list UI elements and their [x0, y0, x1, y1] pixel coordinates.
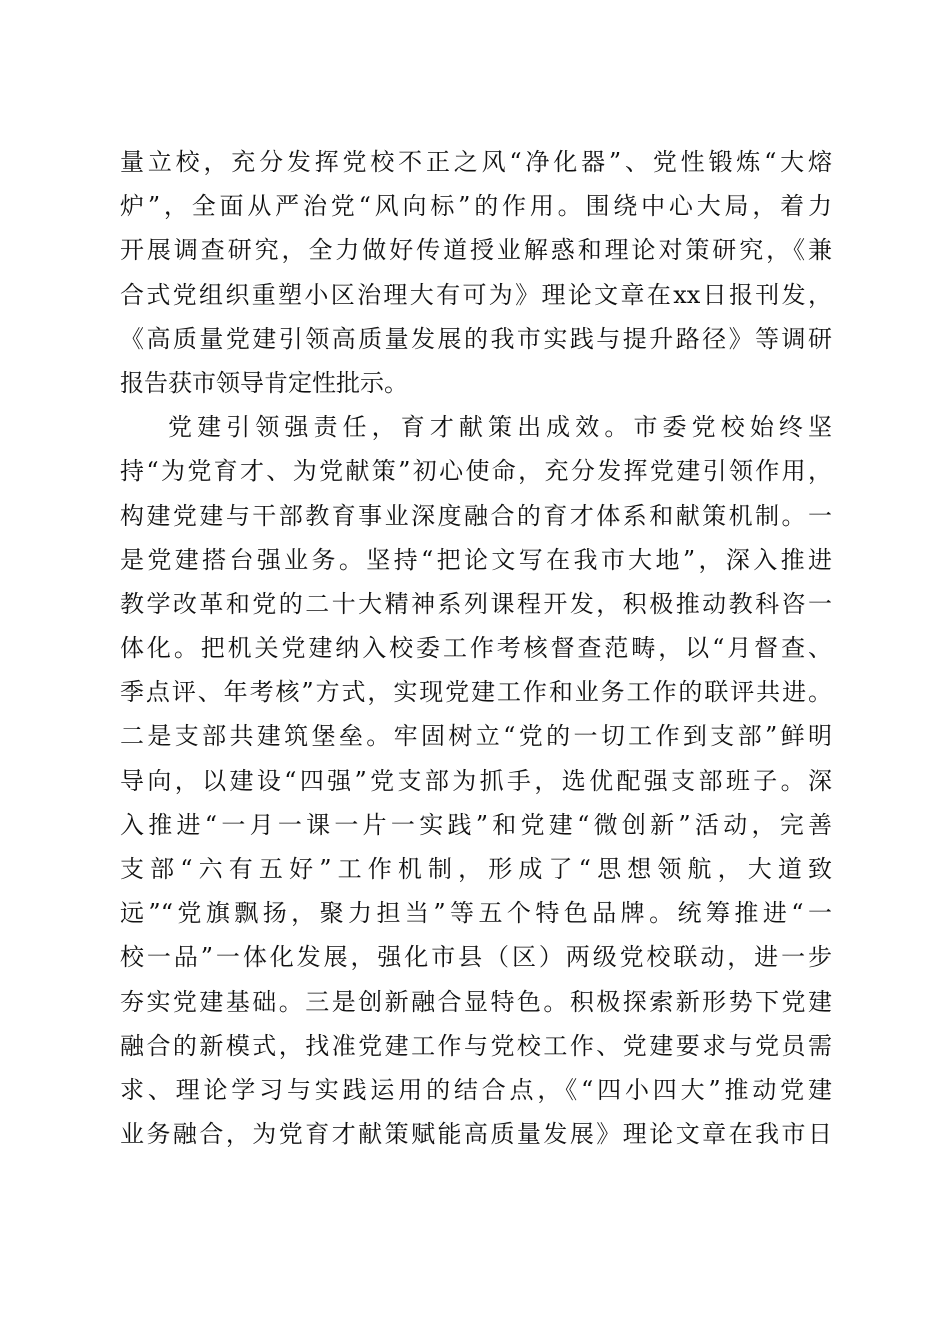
text-line: 体化。把机关党建纳入校委工作考核督查范畴，以“月督查、	[120, 634, 832, 663]
text-line: 报告获市领导肯定性批示。	[120, 368, 408, 397]
text-line: 入推进“一月一课一片一实践”和党建“微创新”活动，完善	[120, 810, 832, 839]
paragraph-2	[120, 405, 832, 1156]
text-line: 量立校，充分发挥党校不正之风“净化器”、党性锻炼“大熔	[120, 148, 832, 176]
document-body	[120, 140, 832, 1156]
text-line: 构建党建与干部教育事业深度融合的育才体系和献策机制。一	[120, 501, 832, 530]
text-line: 求、理论学习与实践运用的结合点，《“四小四大”推动党建	[120, 1075, 832, 1104]
text-line: 夯实党建基础。三是创新融合显特色。积极探索新形势下党建	[120, 987, 832, 1016]
text-line: 合式党组织重塑小区治理大有可为》理论文章在xx日报刊发，	[120, 280, 832, 309]
text-line: 业务融合，为党育才献策赋能高质量发展》理论文章在我市日	[120, 1120, 832, 1149]
text-line: 校一品”一体化发展，强化市县（区）两级党校联动，进一步	[120, 943, 832, 972]
text-line: 季点评、年考核”方式，实现党建工作和业务工作的联评共进。	[120, 678, 832, 707]
text-line: 是党建搭台强业务。坚持“把论文写在我市大地”，深入推进	[120, 545, 832, 574]
text-line: 远”“党旗飘扬，聚力担当”等五个特色品牌。统筹推进“一	[120, 899, 832, 928]
text-line: 持“为党育才、为党献策”初心使命，充分发挥党建引领作用，	[120, 457, 832, 486]
text-line: 教学改革和党的二十大精神系列课程开发，积极推动教科咨一	[120, 589, 832, 618]
text-line: 支部“六有五好”工作机制，形成了“思想领航，大道致	[120, 855, 832, 883]
text-line: 党建引领强责任，育才献策出成效。市委党校始终坚	[168, 413, 832, 442]
text-line: 《高质量党建引领高质量发展的我市实践与提升路径》等调研	[120, 324, 832, 353]
paragraph-1	[120, 140, 832, 405]
text-line: 二是支部共建筑堡垒。牢固树立“党的一切工作到支部”鲜明	[120, 722, 832, 751]
text-line: 融合的新模式，找准党建工作与党校工作、党建要求与党员需	[120, 1031, 832, 1060]
text-line: 炉”，全面从严治党“风向标”的作用。围绕中心大局，着力	[120, 192, 832, 221]
text-line: 开展调查研究，全力做好传道授业解惑和理论对策研究，《兼	[120, 236, 832, 265]
text-line: 导向，以建设“四强”党支部为抓手，选优配强支部班子。深	[120, 766, 832, 795]
